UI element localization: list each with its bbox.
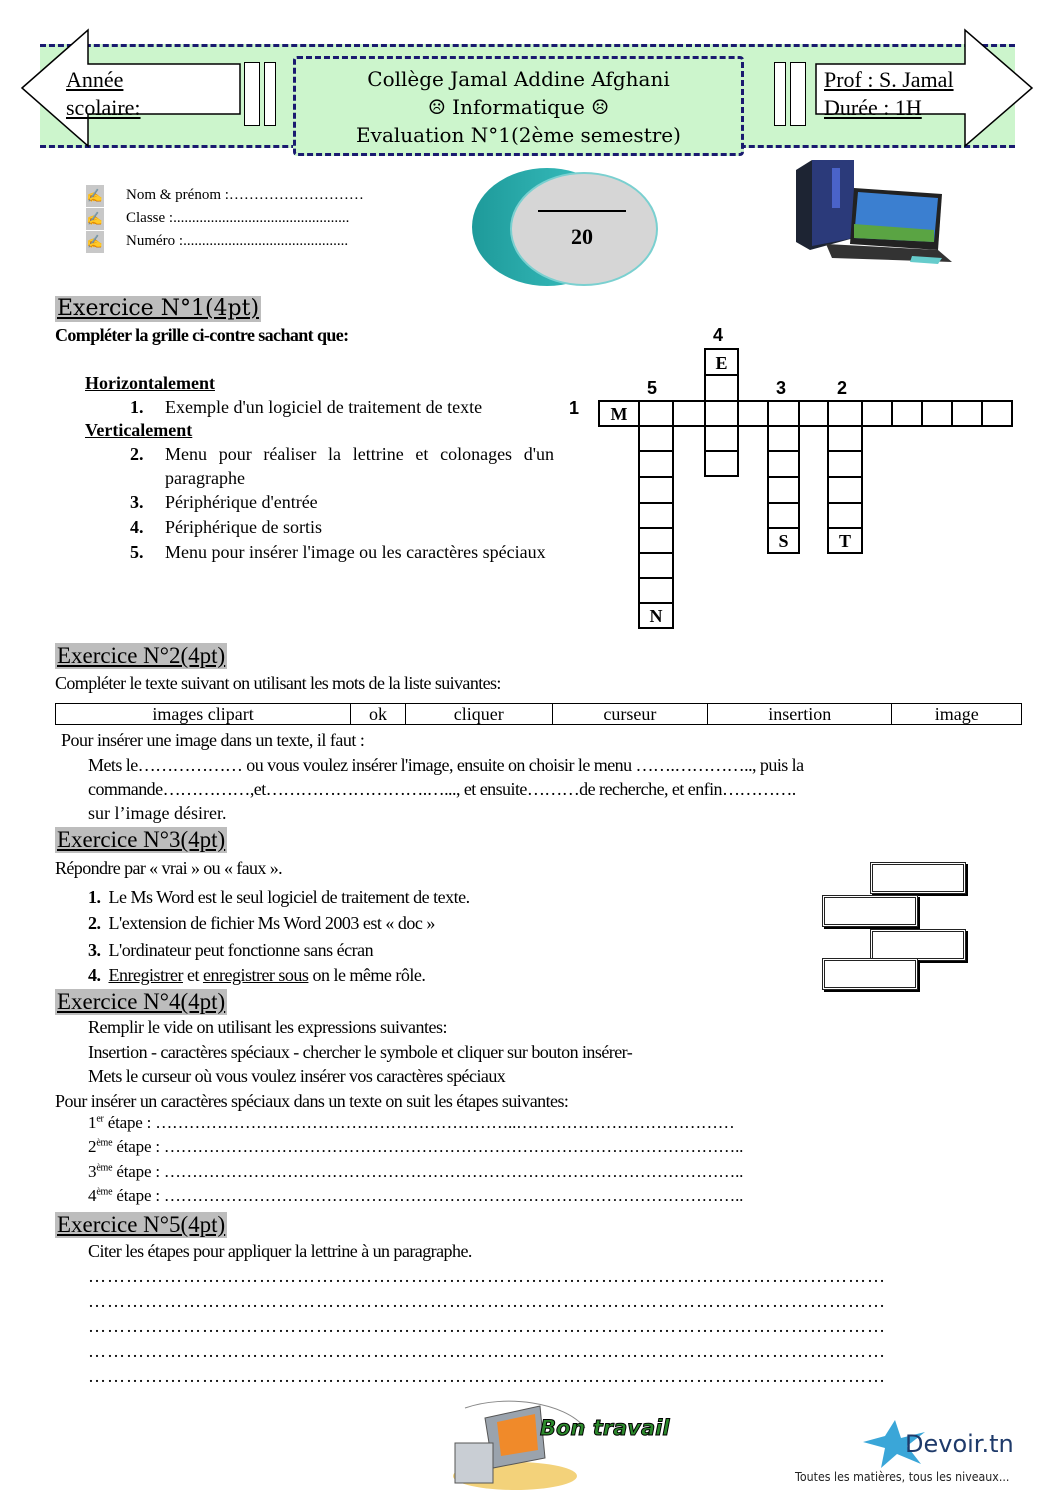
- student-info: [86, 184, 364, 253]
- crossword-cell[interactable]: [827, 450, 863, 478]
- computer-image: [792, 158, 952, 266]
- crossword-cell[interactable]: [704, 374, 739, 402]
- name-field[interactable]: ✍ Nom & prénom :………………………: [86, 184, 364, 207]
- crossword-cell[interactable]: [638, 450, 674, 478]
- answer-box-2[interactable]: [822, 895, 918, 927]
- step-line[interactable]: 3ème étape : …………………………………………………………………………………………..: [88, 1162, 744, 1181]
- step-line[interactable]: 4ème étape : …………………………………………………………………………………………..: [88, 1186, 744, 1205]
- evaluation-title: Evaluation N°1(2ème semestre): [356, 123, 681, 147]
- crossword-number-1: 1: [569, 398, 580, 418]
- duration: Durée : 1H: [824, 95, 922, 120]
- crossword-cell[interactable]: [767, 476, 800, 504]
- score-denominator: 20: [571, 224, 593, 249]
- crossword-cell[interactable]: [638, 502, 674, 529]
- crossword-cell[interactable]: [981, 400, 1013, 427]
- answer-box-1[interactable]: [870, 862, 966, 894]
- exercise2-title: Exercice N°2(4pt): [57, 643, 226, 668]
- exercise4-expression-2: Mets le curseur où vous voulez insérer vos caractères spéciaux: [88, 1066, 506, 1086]
- crossword-cell[interactable]: [767, 502, 800, 529]
- crossword-cell[interactable]: T: [827, 527, 863, 554]
- answer-line[interactable]: ………………………………………………………………………………………………………………: [88, 1316, 886, 1336]
- word-cell: cliquer: [405, 704, 552, 725]
- score-fraction-line: [538, 210, 626, 212]
- crossword-cell[interactable]: [891, 400, 923, 427]
- header-title-box: [293, 56, 744, 156]
- pen-icon: ✍: [86, 208, 104, 230]
- exercise3-title: Exercice N°3(4pt): [57, 827, 226, 852]
- devoir-logo: [795, 1420, 1055, 1497]
- crossword-cell[interactable]: [704, 400, 739, 427]
- crossword-cell[interactable]: [638, 552, 674, 579]
- school-name: Collège Jamal Addine Afghani: [367, 67, 670, 91]
- exercise2-line3: sur l’image désirer.: [88, 803, 227, 823]
- devoir-brand: Devoir.tn: [905, 1430, 1014, 1458]
- answer-line[interactable]: ………………………………………………………………………………………………………………: [88, 1366, 886, 1386]
- vertical-heading: Verticalement: [85, 420, 193, 440]
- crossword-cell[interactable]: [737, 400, 769, 427]
- header-bar: [790, 62, 806, 126]
- number-field[interactable]: ✍ Numéro :............................................: [86, 230, 364, 253]
- exercise2-instruction: Compléter le texte suivant on utilisant les mots de la liste suivantes:: [55, 673, 501, 693]
- clue-horizontal-1: 1. Exemple d'un logiciel de traitement de texte: [130, 397, 483, 417]
- crossword-number-3: 3: [776, 378, 787, 398]
- crossword-cell[interactable]: [638, 577, 674, 604]
- exercise1-title: Exercice N°1(4pt): [57, 296, 260, 321]
- crossword-cell[interactable]: M: [598, 400, 640, 427]
- answer-line[interactable]: ………………………………………………………………………………………………………………: [88, 1266, 886, 1286]
- crossword-cell[interactable]: N: [638, 602, 674, 629]
- word-cell: images clipart: [56, 704, 351, 725]
- class-field[interactable]: ✍ Classe :...............................................: [86, 207, 364, 230]
- subject-name: ☹ Informatique ☹: [427, 95, 610, 119]
- crossword-cell[interactable]: [638, 400, 674, 427]
- crossword-cell[interactable]: [638, 476, 674, 504]
- exercise4-title: Exercice N°4(4pt): [57, 989, 226, 1014]
- step-line[interactable]: 1er étape : ………………………………………………………..…………………………………: [88, 1113, 735, 1132]
- crossword-cell[interactable]: [767, 400, 800, 427]
- header-bar: [264, 62, 276, 126]
- exercise2-line2[interactable]: commande……………,et……………………….…..., et ensuite………de recherche, et enfin………….: [88, 779, 796, 799]
- teacher-info: [824, 66, 954, 122]
- crossword-cell[interactable]: [827, 502, 863, 529]
- clue-vertical-3: 3. Périphérique d'entrée: [130, 492, 318, 512]
- crossword-number-4: 4: [713, 325, 724, 345]
- computer-cartoon-icon: [445, 1398, 690, 1493]
- teacher-name: Prof : S. Jamal: [824, 67, 954, 92]
- crossword-cell[interactable]: [861, 400, 893, 427]
- header-bar: [774, 62, 786, 126]
- answer-line[interactable]: ………………………………………………………………………………………………………………: [88, 1341, 886, 1361]
- crossword-cell[interactable]: [951, 400, 983, 427]
- devoir-tagline: Toutes les matières, tous les niveaux...: [795, 1470, 1010, 1484]
- crossword-cell[interactable]: [704, 425, 739, 452]
- true-false-item: 3. L'ordinateur peut fonctionne sans écran: [88, 940, 374, 960]
- crossword-cell[interactable]: [767, 450, 800, 478]
- clue-vertical-5: 5. Menu pour insérer l'image ou les caractères spéciaux: [130, 542, 546, 562]
- answer-box-4[interactable]: [822, 958, 918, 990]
- crossword-cell[interactable]: [827, 425, 863, 452]
- true-false-item: 4. Enregistrer et enregistrer sous on le même rôle.: [88, 965, 426, 985]
- true-false-item: 2. L'extension de fichier Ms Word 2003 est « doc »: [88, 913, 435, 933]
- crossword-cell[interactable]: [921, 400, 953, 427]
- clue-vertical-2: 2. Menu pour réaliser la lettrine et colonages d'un paragraphe: [130, 444, 554, 488]
- word-cell: insertion: [708, 704, 892, 725]
- exercise5-instruction: Citer les étapes pour appliquer la lettrine à un paragraphe.: [88, 1241, 472, 1261]
- crossword-number-2: 2: [837, 378, 848, 398]
- word-cell: ok: [351, 704, 406, 725]
- exercise2-line1[interactable]: Mets le……………… ou vous voulez insérer l'image, ensuite on choisir le menu …….………….., puis la: [88, 755, 804, 775]
- bon-travail-text: Bon travail: [540, 1416, 670, 1440]
- exercise5-title: Exercice N°5(4pt): [57, 1212, 226, 1237]
- exercise4-instruction: Remplir le vide on utilisant les expressions suivantes:: [88, 1017, 447, 1037]
- pen-icon: ✍: [86, 185, 104, 207]
- answer-box-3[interactable]: [870, 929, 966, 961]
- crossword-cell[interactable]: [638, 425, 674, 452]
- crossword-cell[interactable]: E: [704, 348, 739, 376]
- bon-travail-image: [445, 1398, 690, 1493]
- clue-vertical-4: 4. Périphérique de sortis: [130, 517, 322, 537]
- crossword-cell[interactable]: [704, 450, 739, 477]
- crossword-cell[interactable]: [638, 527, 674, 554]
- word-cell: image: [892, 704, 1022, 725]
- exercise1-instruction: Compléter la grille ci-contre sachant que:: [55, 325, 349, 345]
- word-list-table: [55, 703, 1022, 725]
- school-year-label: Année scolaire:: [66, 67, 141, 120]
- crossword-number-5: 5: [647, 378, 658, 398]
- crossword-cell[interactable]: [767, 425, 800, 452]
- word-cell: curseur: [552, 704, 707, 725]
- answer-line[interactable]: ………………………………………………………………………………………………………………: [88, 1291, 886, 1311]
- horizontal-heading: Horizontalement: [85, 373, 215, 393]
- true-false-item: 1. Le Ms Word est le seul logiciel de traitement de texte.: [88, 887, 470, 907]
- exercise2-intro: Pour insérer une image dans un texte, il faut :: [61, 730, 365, 750]
- crossword-cell[interactable]: [827, 400, 863, 427]
- pen-icon: ✍: [86, 231, 104, 253]
- header-bar: [244, 62, 260, 126]
- exercise3-instruction: Répondre par « vrai » ou « faux ».: [55, 858, 283, 878]
- crossword-cell[interactable]: S: [767, 527, 800, 554]
- exercise4-expression-1: Insertion - caractères spéciaux - chercher le symbole et cliquer sur bouton insérer-: [88, 1042, 633, 1062]
- exercise4-intro: Pour insérer un caractères spéciaux dans un texte on suit les étapes suivantes:: [55, 1091, 569, 1111]
- crossword-cell[interactable]: [798, 400, 829, 427]
- step-line[interactable]: 2ème étape : …………………………………………………………………………………………..: [88, 1137, 744, 1156]
- crossword-cell[interactable]: [672, 400, 706, 427]
- crossword-cell[interactable]: [827, 476, 863, 504]
